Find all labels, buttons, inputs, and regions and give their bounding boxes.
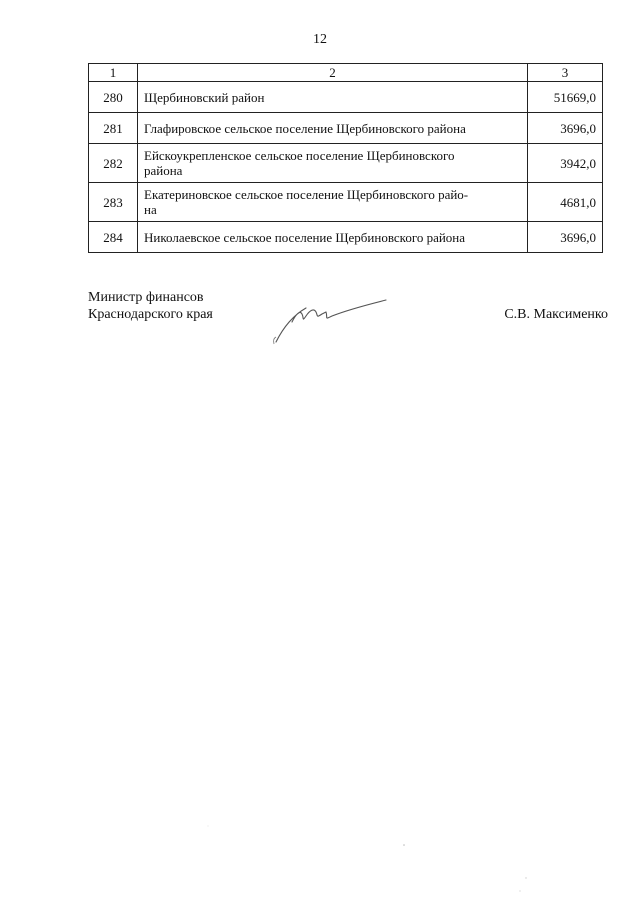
table-row	[89, 82, 603, 113]
column-header-number: 1	[89, 64, 138, 82]
table-row	[89, 183, 603, 222]
row-name	[138, 183, 528, 222]
row-number: 282	[89, 144, 138, 183]
table-row	[89, 144, 603, 183]
column-header-name: 2	[138, 64, 528, 82]
signatory-position	[88, 289, 213, 323]
row-number: 284	[89, 222, 138, 253]
row-number: 280	[89, 82, 138, 113]
row-number: 283	[89, 183, 138, 222]
row-number: 281	[89, 113, 138, 144]
position-line: Краснодарского края	[88, 307, 213, 322]
row-amount: 3696,0	[528, 113, 603, 144]
row-amount: 4681,0	[528, 183, 603, 222]
table-header-row	[89, 64, 603, 82]
column-header-amount: 3	[528, 64, 603, 82]
page-number: 12	[313, 32, 327, 47]
handwritten-signature	[262, 292, 392, 348]
row-amount: 51669,0	[528, 82, 603, 113]
table-row	[89, 113, 603, 144]
row-name: Николаевское сельское поселение Щербиновского района	[138, 222, 528, 253]
row-name-line: района	[144, 163, 183, 178]
signer-name: С.В. Максименко	[504, 307, 608, 322]
row-amount: 3696,0	[528, 222, 603, 253]
row-name: Щербиновский район	[138, 82, 528, 113]
row-name-line: Екатериновское сельское поселение Щербиновского райо-	[144, 187, 469, 202]
row-name	[138, 144, 528, 183]
allocation-table	[88, 63, 603, 253]
position-line: Министр финансов	[88, 290, 204, 305]
row-name-line: Ейскоукрепленское сельское поселение Щербиновского	[144, 148, 455, 163]
table-row	[89, 222, 603, 253]
row-amount: 3942,0	[528, 144, 603, 183]
row-name-line: на	[144, 202, 157, 217]
row-name: Глафировское сельское поселение Щербиновского района	[138, 113, 528, 144]
